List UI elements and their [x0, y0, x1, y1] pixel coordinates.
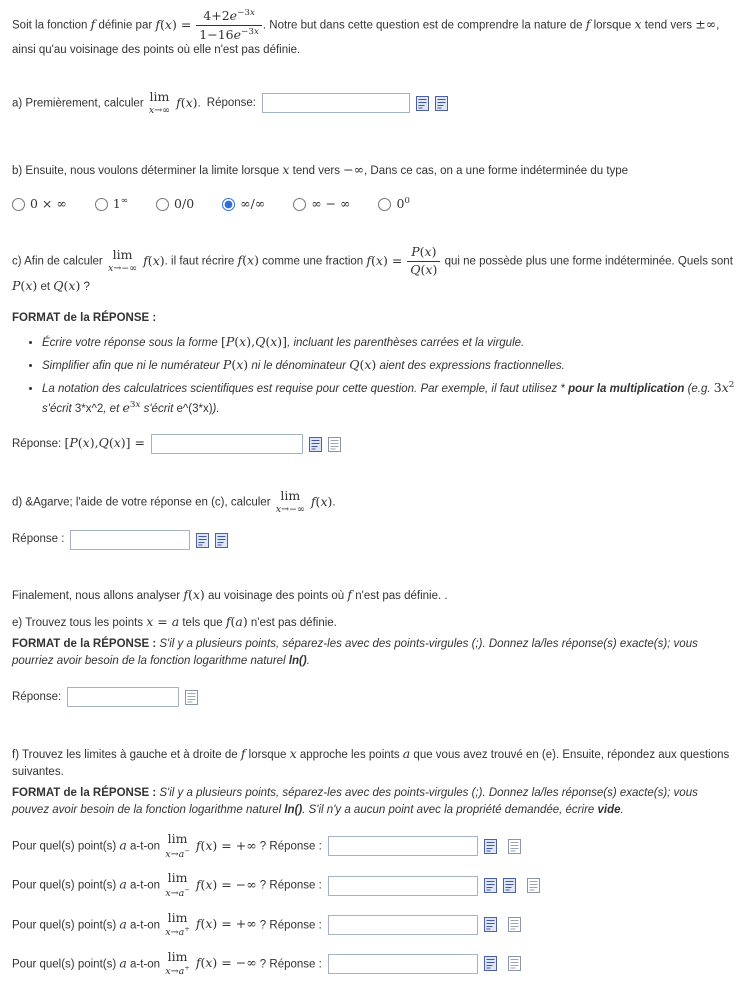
math-editor-icon[interactable] — [484, 917, 497, 932]
radio-input[interactable] — [378, 198, 391, 211]
math-editor-icon[interactable] — [215, 533, 228, 548]
math-editor-icon[interactable] — [484, 878, 497, 893]
part-c-format-bullets — [42, 333, 735, 418]
radio-option-infinity-over-infinity[interactable] — [222, 195, 265, 214]
limit-question-row-left-plus-infinity — [12, 833, 735, 859]
limit-question-text: Pour quel(s) point(s) a a-t-on lim x→a+ f(x) = +∞ ? Réponse : — [12, 909, 322, 939]
radio-option-0-power-0[interactable] — [378, 195, 410, 214]
part-a-answer-input[interactable] — [262, 93, 410, 113]
part-b-section — [12, 161, 735, 213]
part-c-answer-input[interactable] — [151, 434, 303, 454]
part-d-section — [12, 490, 735, 550]
limit-right-minus-infinity-input[interactable] — [328, 954, 478, 974]
math-editor-icon[interactable] — [309, 437, 322, 452]
indeterminate-form-radio-group — [12, 195, 735, 214]
part-d-question: d) &Agarve; l'aide de votre réponse en (c), calculer lim x→−∞ f(x). — [12, 488, 336, 515]
limit-question-text: Pour quel(s) point(s) a a-t-on lim x→a− f(x) = −∞ ? Réponse : — [12, 870, 322, 900]
part-c-question: c) Afin de calculer lim x→−∞ f(x). il faut récrire f(x) comme une fraction f(x) = $\frac{P(x)}{Q(x)}$ qui ne possède plus une forme indéterminée. Quels sont P(x) et Q(x) ? — [12, 244, 733, 294]
radio-option-label: 1∞ — [112, 195, 129, 211]
limit-left-minus-infinity-input[interactable] — [328, 876, 478, 896]
part-d-answer-label: Réponse : — [12, 533, 65, 546]
preview-answer-icon[interactable] — [328, 437, 341, 452]
limit-question-text: Pour quel(s) point(s) a a-t-on lim x→a+ f(x) = −∞ ? Réponse : — [12, 948, 322, 978]
part-a-answer-label: Réponse: — [206, 96, 256, 109]
part-f-question: f) Trouvez les limites à gauche et à droite de f lorsque x approche les points a que vous avez trouvé en (e). Ensuite, répondez aux questions suivantes. — [12, 746, 730, 779]
part-d-answer-input[interactable] — [70, 530, 190, 550]
radio-input[interactable] — [95, 198, 108, 211]
radio-option-label: $0^0$ — [396, 195, 410, 211]
math-editor-icon[interactable] — [435, 96, 448, 111]
part-a-section — [12, 91, 735, 115]
intro-paragraph: Soit la fonction f définie par f(x) = $\frac{4+2e^{-3x}}{1-16e^{-3x}}$ . Notre but dans cette question est de comprendre la nature de f lorsque x tend vers ±∞, ainsi qu'au voisinage des points où elle n'est pas définie. — [12, 8, 720, 57]
preview-answer-icon[interactable] — [508, 956, 521, 971]
radio-option-1-power-infinity[interactable] — [95, 195, 128, 214]
radio-option-infinity-minus-infinity[interactable] — [293, 195, 350, 214]
part-b-question: b) Ensuite, nous voulons déterminer la limite lorsque x tend vers −∞, Dans ce cas, on a une forme indéterminée du type — [12, 162, 629, 178]
radio-option-label: ∞ − ∞ — [311, 195, 351, 211]
part-c-answer-label: Réponse: [P(x),Q(x)] = — [12, 435, 145, 451]
limit-left-plus-infinity-input[interactable] — [328, 836, 478, 856]
math-editor-icon[interactable] — [196, 533, 209, 548]
part-e-answer-label: Réponse: — [12, 690, 62, 703]
format-bullet: • Écrire votre réponse sous la forme [P(x),Q(x)], incluant les parenthèses carrées et la virgule. — [42, 333, 735, 352]
radio-input[interactable] — [12, 198, 25, 211]
limit-question-row-left-minus-infinity — [12, 872, 735, 898]
part-a-question: a) Premièrement, calculer lim x→∞ f(x). — [12, 89, 201, 116]
closing-paragraph: Finalement, nous allons analyser f(x) au voisinage des points où f n'est pas définie. . — [12, 587, 448, 603]
preview-answer-icon[interactable] — [185, 690, 198, 705]
limit-question-row-right-plus-infinity — [12, 909, 735, 939]
math-editor-icon[interactable] — [484, 956, 497, 971]
part-c-format-title: FORMAT de la RÉPONSE : — [12, 312, 157, 325]
limit-question-row-right-minus-infinity — [12, 948, 735, 978]
radio-input[interactable] — [222, 198, 235, 211]
limit-right-plus-infinity-input[interactable] — [328, 915, 478, 935]
radio-option-0-times-infinity[interactable] — [12, 195, 67, 214]
part-e-section — [12, 613, 735, 707]
preview-answer-icon[interactable] — [508, 839, 521, 854]
format-bullet: • Simplifier afin que ni le numérateur P(x) ni le dénominateur Q(x) aient des expressions fractionnelles. — [42, 356, 735, 375]
radio-option-0-over-0[interactable] — [156, 195, 194, 214]
preview-answer-icon[interactable] — [508, 917, 521, 932]
radio-option-label: 0 × ∞ — [30, 195, 67, 211]
part-f-format: FORMAT de la RÉPONSE : S'il y a plusieurs points, séparez-les avec des points-virgules (;). Donnez la/les réponse(s) exacte(s); vous pouvez avoir besoin de la fonction logarithme naturel ln(). S'il n'y a aucun point avec la propriété demandée, écrire vide. — [12, 786, 698, 817]
radio-option-label: ∞/∞ — [240, 195, 266, 211]
part-c-section — [12, 245, 735, 454]
part-e-question: e) Trouvez tous les points x = a tels que f(a) n'est pas définie. — [12, 614, 337, 630]
radio-input[interactable] — [293, 198, 306, 211]
math-editor-icon[interactable] — [416, 96, 429, 111]
part-f-section — [12, 745, 735, 977]
part-e-answer-input[interactable] — [67, 687, 179, 707]
preview-answer-icon[interactable] — [527, 878, 540, 893]
format-bullet: • La notation des calculatrices scientifiques est requise pour cette question. Par exemple, il faut utilisez * pour la multiplication (e.g. $3x^2$ s'écrit 3*x^2, et $e^{3x}$ s'écrit e^(3*x)). — [42, 379, 735, 418]
limit-question-text: Pour quel(s) point(s) a a-t-on lim x→a− f(x) = +∞ ? Réponse : — [12, 831, 322, 860]
part-e-format: FORMAT de la RÉPONSE : S'il y a plusieurs points, séparez-les avec des points-virgules (;). Donnez la/les réponse(s) exacte(s); vous pourriez avoir besoin de la fonction logarithme naturel ln(). — [12, 637, 698, 668]
homework-problem-page — [12, 8, 735, 977]
math-editor-icon[interactable] — [503, 878, 516, 893]
math-editor-icon[interactable] — [484, 839, 497, 854]
radio-option-label: 0/0 — [174, 195, 195, 211]
radio-input[interactable] — [156, 198, 169, 211]
